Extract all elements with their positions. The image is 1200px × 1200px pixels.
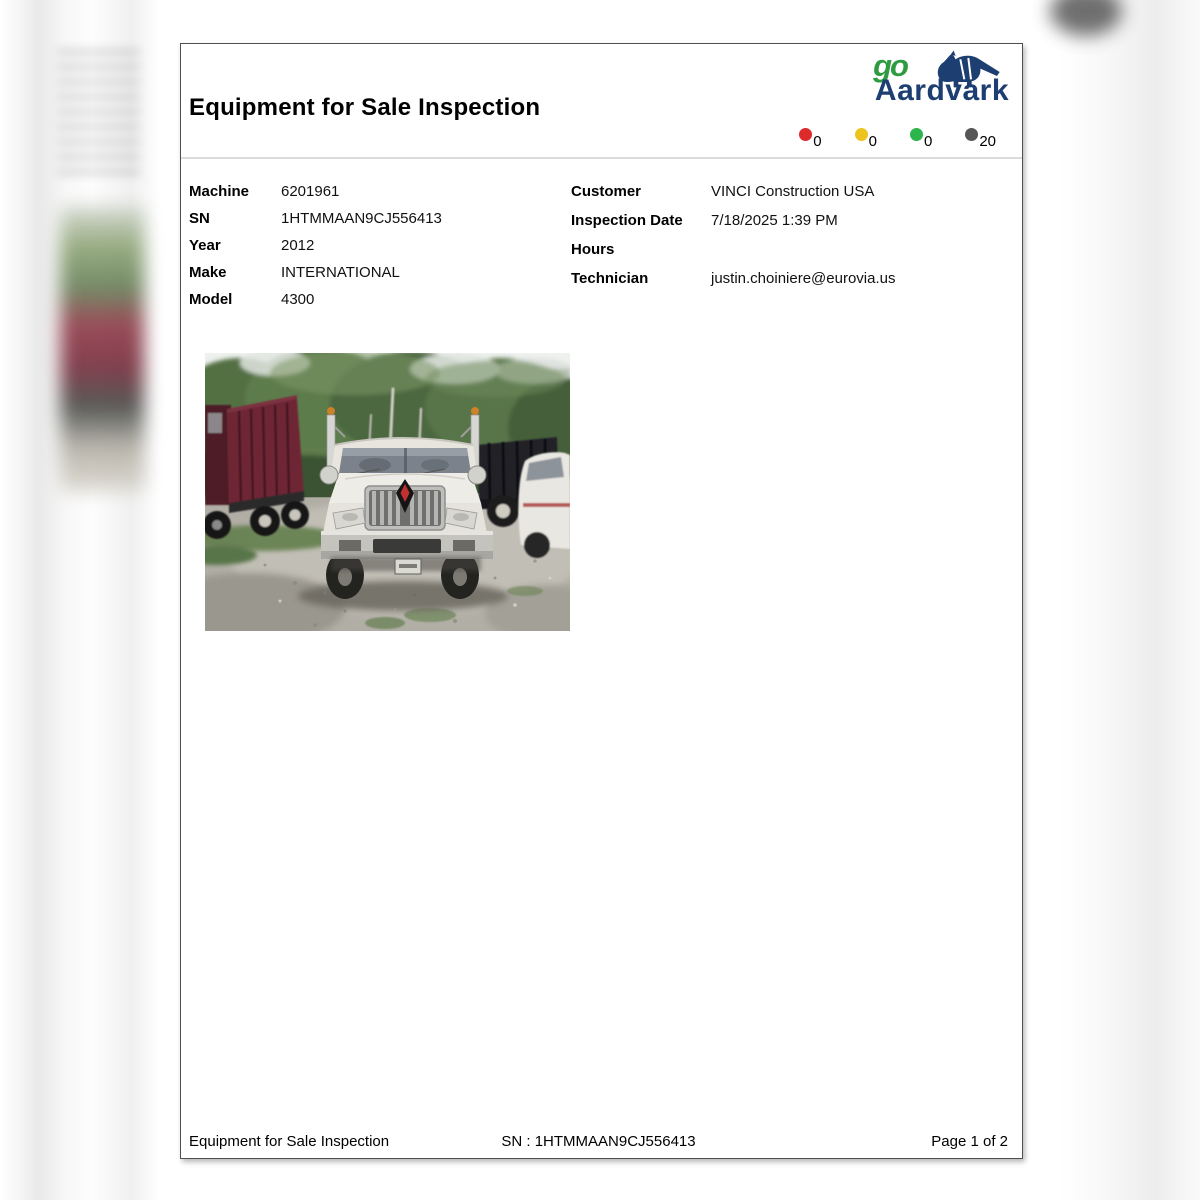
machine-label: Machine xyxy=(189,183,250,200)
customer-value: VINCI Construction USA xyxy=(711,183,875,200)
technician-label: Technician xyxy=(571,270,649,287)
inspection-date-label: Inspection Date xyxy=(571,212,683,229)
technician-row xyxy=(571,270,1011,299)
make-value: INTERNATIONAL xyxy=(281,264,400,281)
model-value: 4300 xyxy=(281,291,315,308)
sn-label: SN xyxy=(189,210,210,227)
page-footer xyxy=(189,1132,1008,1150)
year-label: Year xyxy=(189,237,221,254)
footer-page-number: Page 1 of 2 xyxy=(931,1133,1008,1150)
year-value: 2012 xyxy=(281,237,315,254)
customer-label: Customer xyxy=(571,183,642,200)
footer-title: Equipment for Sale Inspection xyxy=(189,1133,390,1150)
background-left-gradient xyxy=(0,0,160,1200)
inspection-date-value: 7/18/2025 1:39 PM xyxy=(711,212,838,229)
hours-label: Hours xyxy=(571,241,615,258)
header-divider xyxy=(181,157,1022,159)
aardvark-logo xyxy=(834,48,1009,110)
background-right-gradient xyxy=(1060,0,1200,1200)
model-label: Model xyxy=(189,291,233,308)
red-count: 0 xyxy=(813,133,822,150)
machine-value: 6201961 xyxy=(281,183,340,200)
gray-dot-icon xyxy=(965,128,978,141)
gray-count: 20 xyxy=(979,133,996,150)
red-dot-icon xyxy=(799,128,812,141)
status-red xyxy=(799,128,821,149)
machine-row xyxy=(189,183,549,210)
sn-value: 1HTMMAAN9CJ556413 xyxy=(281,210,442,227)
make-label: Make xyxy=(189,264,227,281)
logo-name-text: Aardvark xyxy=(874,74,1009,107)
technician-value: justin.choiniere@eurovia.us xyxy=(711,270,896,287)
model-row xyxy=(189,291,549,318)
inspection-date-row xyxy=(571,212,1011,241)
sn-row xyxy=(189,210,549,237)
blurred-page-photo-artifact xyxy=(60,206,144,492)
status-yellow xyxy=(855,128,877,149)
hours-row xyxy=(571,241,1011,270)
logo-go-text: go xyxy=(873,48,907,83)
inspection-details xyxy=(571,183,1011,299)
status-summary xyxy=(799,128,996,149)
yellow-count: 0 xyxy=(868,133,877,150)
customer-row xyxy=(571,183,1011,212)
status-gray xyxy=(965,128,996,149)
report-page xyxy=(180,43,1023,1159)
year-row xyxy=(189,237,549,264)
status-green xyxy=(910,128,932,149)
equipment-photo xyxy=(205,353,570,631)
page-title: Equipment for Sale Inspection xyxy=(189,94,541,121)
green-dot-icon xyxy=(910,128,923,141)
footer-sn: SN : 1HTMMAAN9CJ556413 xyxy=(501,1133,696,1150)
green-count: 0 xyxy=(923,133,933,150)
blurred-page-text-artifact xyxy=(58,50,140,178)
machine-details xyxy=(189,183,549,318)
make-row xyxy=(189,264,549,291)
yellow-dot-icon xyxy=(855,128,868,141)
